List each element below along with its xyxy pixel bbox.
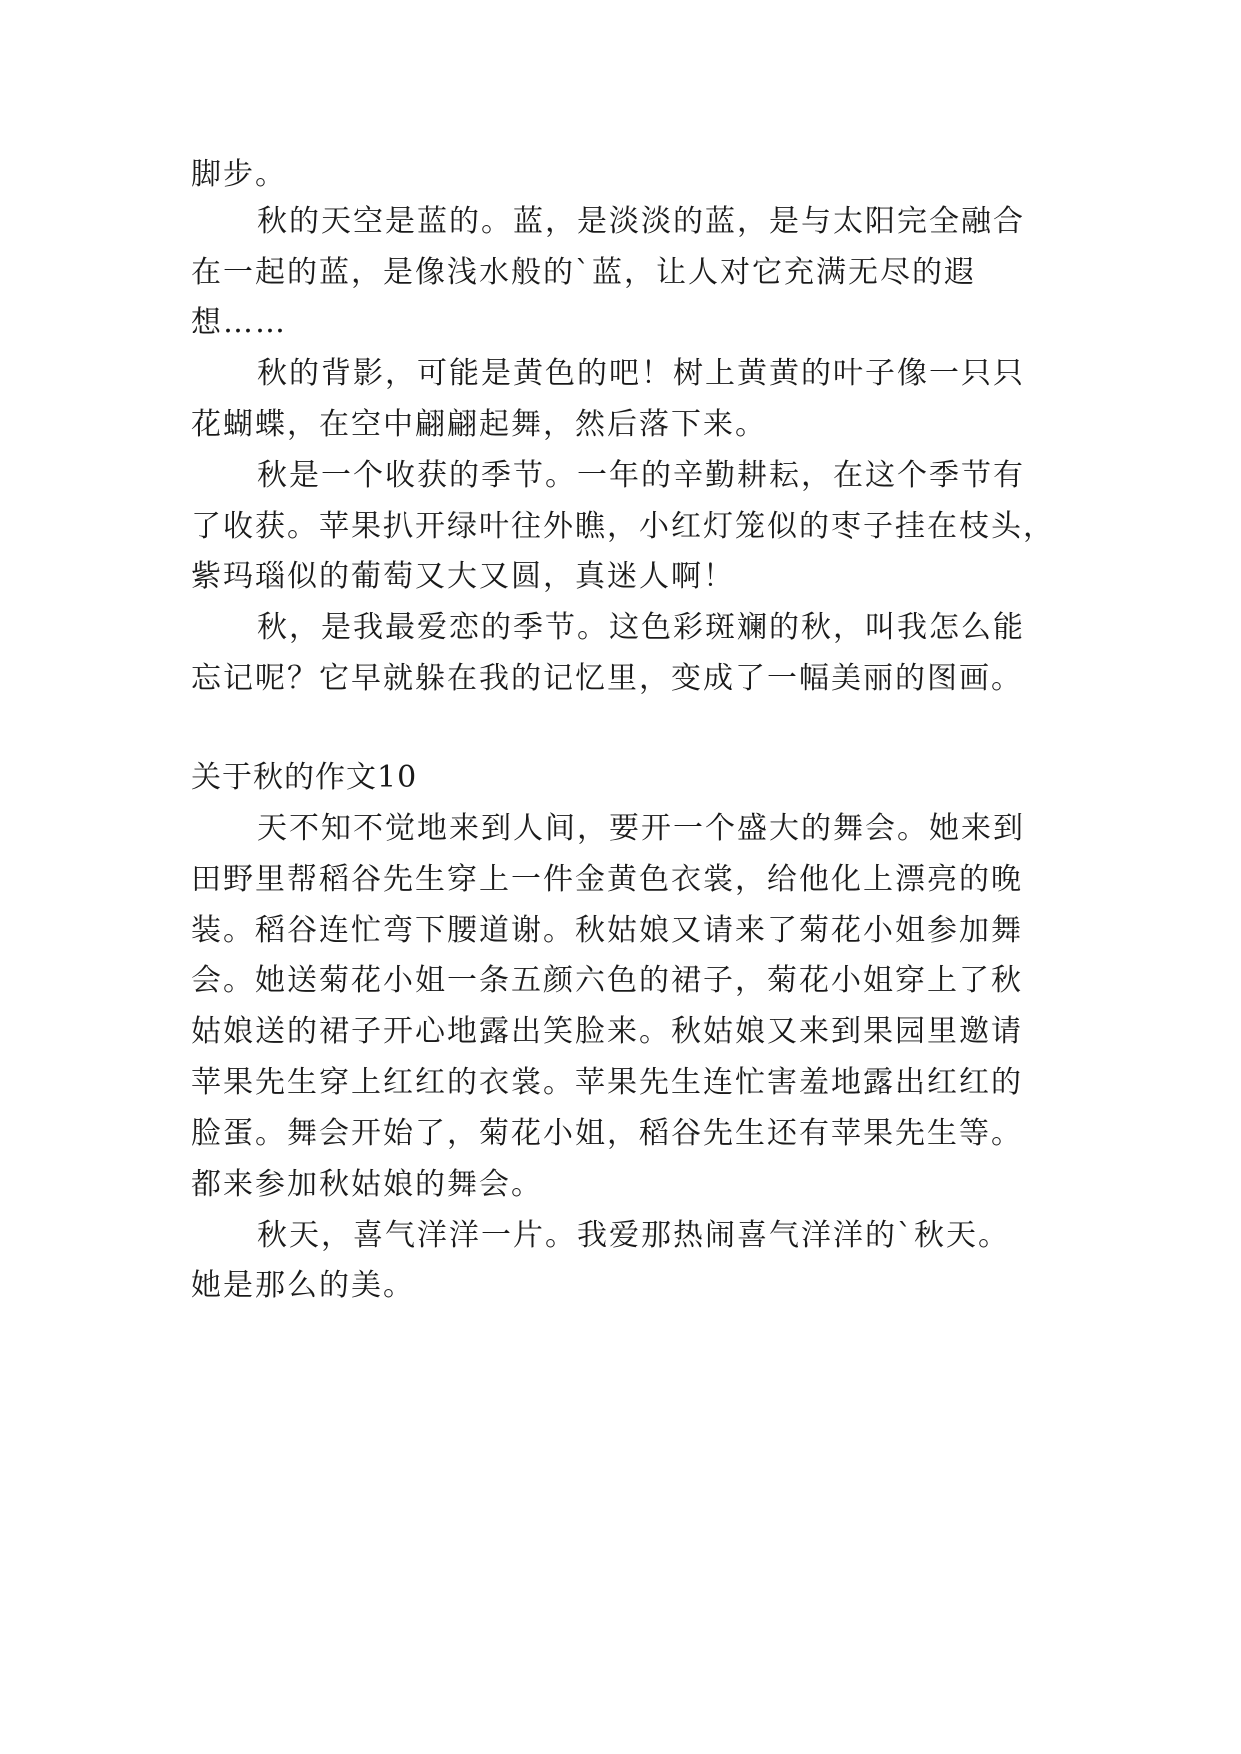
- text-line: 她是那么的美。: [191, 1268, 415, 1303]
- text-line: 了收获。苹果扒开绿叶往外瞧，小红灯笼似的枣子挂在枝头，: [191, 509, 1055, 544]
- text-line: 田野里帮稻谷先生穿上一件金黄色衣裳，给他化上漂亮的晚: [191, 862, 1023, 897]
- paragraph-first-line: 秋的背影，可能是黄色的吧！树上黄黄的叶子像一只只: [257, 356, 1025, 391]
- text-line: 紫玛瑙似的葡萄又大又圆，真迷人啊！: [191, 559, 735, 594]
- paragraph-first-line: 秋，是我最爱恋的季节。这色彩斑斓的秋，叫我怎么能: [257, 610, 1025, 645]
- text-line: 忘记呢？它早就躲在我的记忆里，变成了一幅美丽的图画。: [191, 661, 1023, 696]
- paragraph-first-line: 秋天，喜气洋洋一片。我爱那热闹喜气洋洋的`秋天。: [257, 1218, 1010, 1253]
- text-line: 都来参加秋姑娘的舞会。: [191, 1167, 543, 1202]
- text-line: 会。她送菊花小姐一条五颜六色的裙子，菊花小姐穿上了秋: [191, 963, 1023, 998]
- text-line: 姑娘送的裙子开心地露出笑脸来。秋姑娘又来到果园里邀请: [191, 1014, 1023, 1049]
- text-line: 装。稻谷连忙弯下腰道谢。秋姑娘又请来了菊花小姐参加舞: [191, 913, 1023, 948]
- text-line: 想……: [191, 305, 287, 340]
- text-line: 苹果先生穿上红红的衣裳。苹果先生连忙害羞地露出红红的: [191, 1065, 1023, 1100]
- text-line: 脸蛋。舞会开始了，菊花小姐，稻谷先生还有苹果先生等。: [191, 1116, 1023, 1151]
- paragraph-first-line: 秋是一个收获的季节。一年的辛勤耕耘，在这个季节有: [257, 458, 1025, 493]
- text-line: 花蝴蝶，在空中翩翩起舞，然后落下来。: [191, 407, 767, 442]
- paragraph-first-line: 天不知不觉地来到人间，要开一个盛大的舞会。她来到: [257, 811, 1025, 846]
- text-line: 在一起的蓝，是像浅水般的`蓝，让人对它充满无尽的遐: [191, 255, 976, 290]
- paragraph-first-line: 秋的天空是蓝的。蓝，是淡淡的蓝，是与太阳完全融合: [257, 204, 1025, 239]
- text-line: 脚步。: [191, 157, 287, 192]
- section-heading: 关于秋的作文10: [191, 760, 418, 795]
